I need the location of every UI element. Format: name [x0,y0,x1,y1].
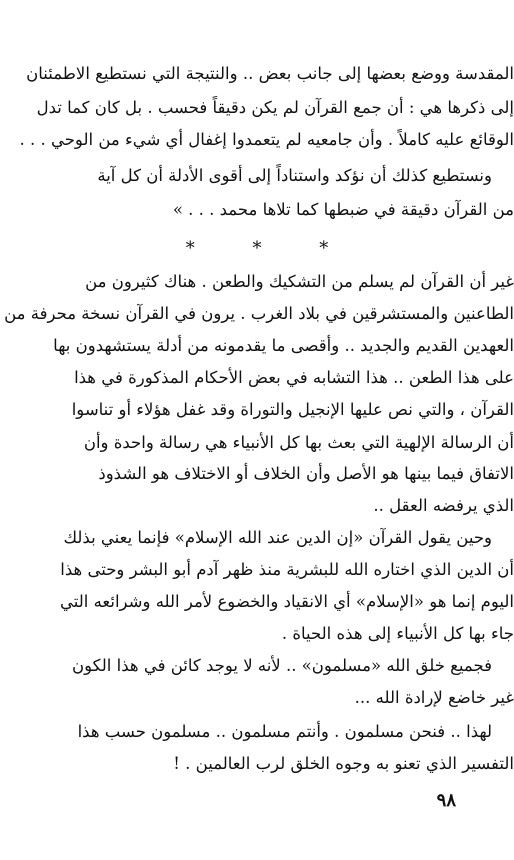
text-line-2: إلى ذكرها هي : أن جمع القرآن لم يكن دقيقاً فحسب . بل كان كما تدل [36,98,514,117]
text-line-9: على هذا الطعن .. هذا التشابه في بعض الأحكام المذكورة في هذا [74,368,514,387]
text-line-1: المقدسة ووضع بعضها إلى جانب بعض .. والنتيجة التي نستطيع الاطمئنان [26,64,514,83]
text-line-6: غير أن القرآن لم يسلم من التشكيك والطعن . هناك كثيرون من [85,272,514,291]
text-line-12: الاتفاق فيما بينها هو الأصل وأن الخلاف أو الاختلاف هو الشذوذ [98,464,514,483]
text-line-11: أن الرسالة الإلهية التي بعث بها كل الأنبياء هي رسالة واحدة وأن [83,433,514,452]
text-line-10: القرآن ، والتي نص عليها الإنجيل والتوراة وقد غفل هؤلاء أو تناسوا [71,400,514,419]
text-line-18: فجميع خلق الله «مسلمون» .. لأنه لا يوجد كائن في هذا الكون [72,656,492,675]
text-line-20: لهذا .. فنحن مسلمون . وأنتم مسلمون .. مسلمون حسب هذا [77,722,492,741]
text-line-17: جاء بها كل الأنبياء إلى هذه الحياة . [281,624,514,643]
section-separator: * * * [185,238,355,259]
page-number: ٩٨ [436,790,456,811]
text-line-7: الطاعنين والمستشرقين في بلاد الغرب . يرون في القرآن نسخة محرفة من [4,304,514,323]
text-line-16: اليوم إنما هو «الإسلام» أي الانقياد والخضوع لأمر الله وشرائعه التي [59,592,514,611]
text-line-15: أن الدين الذي اختاره الله للبشرية منذ ظهر آدم أبو البشر وحتى هذا [60,560,514,579]
text-line-4: ونستطيع كذلك أن نؤكد واستناداً إلى أقوى الأدلة أن كل آية [97,166,492,185]
text-line-5: من القرآن دقيقة في ضبطها كما تلاها محمد . . . » [172,200,514,219]
text-line-19: غير خاضع لإرادة الله ... [354,688,514,707]
text-line-8: العهدين القديم والجديد .. وأقصى ما يقدمونه من أدلة يستشهدون بها [53,336,514,355]
text-line-3: الوقائع عليه كاملاً . وأن جامعيه لم يتعمدوا إغفال أي شيء من الوحي . . . [19,130,514,149]
text-line-21: التفسير الذي تعنو به وجوه الخلق لرب العالمين . ! [173,754,514,773]
text-line-13: الذي يرفضه العقل .. [373,496,514,515]
text-line-14: وحين يقول القرآن «إن الدين عند الله الإسلام» فإنما يعني بذلك [63,528,492,547]
